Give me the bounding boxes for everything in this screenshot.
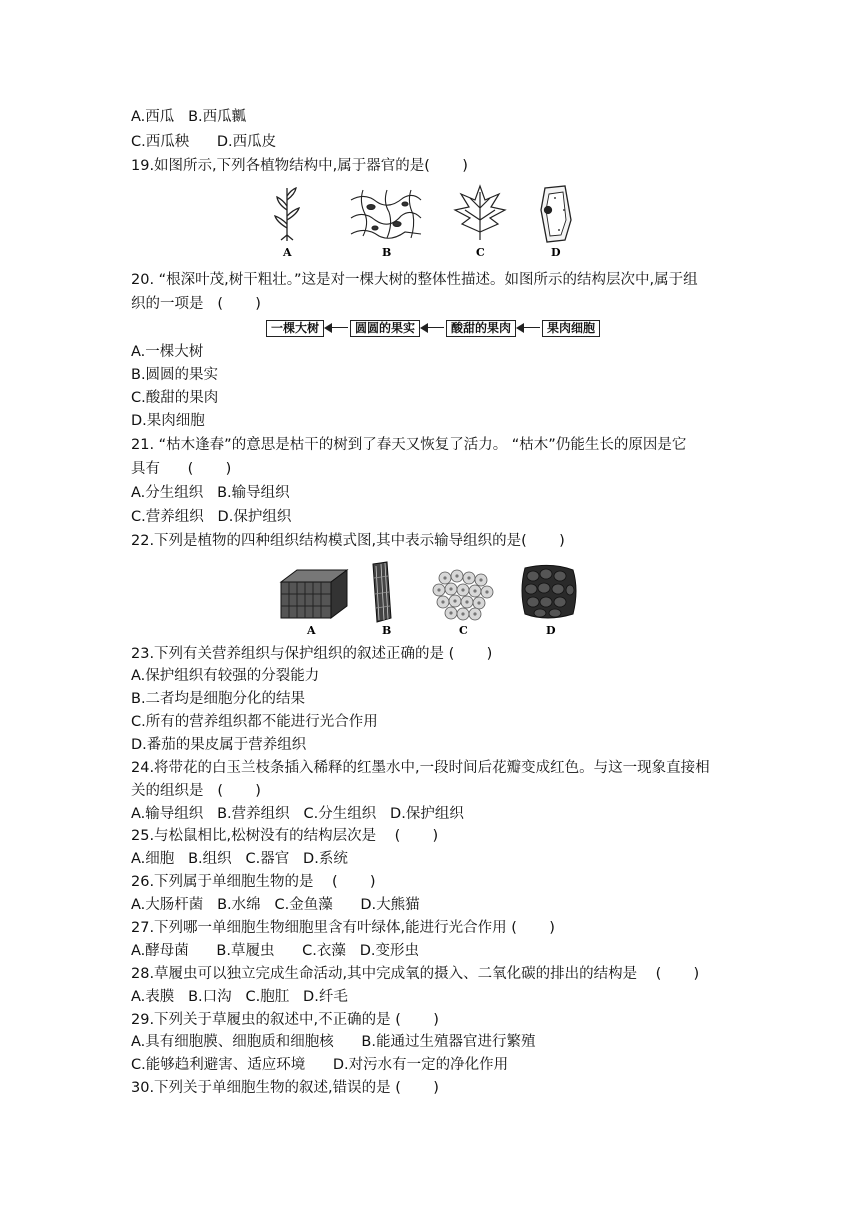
question-28: 28.草履虫可以独立完成生命活动,其中完成氧的摄入、二氧化碳的排出的结构是 ( ) [131, 966, 700, 982]
figure-label: C [459, 624, 468, 637]
figure-label: C [476, 246, 485, 259]
question-26: 26.下列属于单细胞生物的是 ( ) [131, 874, 376, 890]
figure-q20-hierarchy [266, 319, 600, 337]
nutrient-tissue-icon [433, 570, 493, 620]
figure-q19-plant-structures [265, 180, 595, 260]
question-20: 20. “根深叶茂,树干粗壮。”这是对一棵大树的整体性描述。如图所示的结构层次中,属于组 [131, 272, 698, 288]
arrow-left-icon [516, 320, 542, 336]
question-30: 30.下列关于单细胞生物的叙述,错误的是 ( ) [131, 1080, 439, 1096]
text-line: 具有 ( ) [131, 461, 232, 477]
text-line: 织的一项是 ( ) [131, 296, 261, 312]
option: A.细胞 B.组织 C.器官 D.系统 [131, 851, 348, 867]
option: C.营养组织 D.保护组织 [131, 509, 292, 525]
option: C.所有的营养组织都不能进行光合作用 [131, 714, 378, 730]
plant-icon [275, 188, 299, 241]
text-line: 关的组织是 ( ) [131, 783, 261, 799]
figure-q22-tissues [275, 560, 585, 638]
question-21: 21. “枯木逢春”的意思是枯干的树到了春天又恢复了活力。 “枯木”仍能生长的原因是它 [131, 437, 687, 453]
cell-icon [541, 186, 571, 242]
option: A.一棵大树 [131, 344, 204, 360]
figure-label: A [307, 624, 316, 637]
option: D.番茄的果皮属于营养组织 [131, 737, 307, 753]
option: A.分生组织 B.输导组织 [131, 485, 290, 501]
option: C.能够趋利避害、适应环境 D.对污水有一定的净化作用 [131, 1057, 509, 1073]
protective-tissue-icon [281, 570, 347, 618]
option: D.果肉细胞 [131, 413, 205, 429]
flow-box-pulp: 酸甜的果肉 [446, 320, 516, 337]
option: A.大肠杆菌 B.水绵 C.金鱼藻 D.大熊猫 [131, 897, 420, 913]
option: A.酵母菌 B.草履虫 C.衣藻 D.变形虫 [131, 943, 419, 959]
flow-box-pulp-cell: 果肉细胞 [542, 320, 600, 337]
arrow-left-icon [324, 320, 350, 336]
figure-label: D [546, 624, 556, 637]
flow-box-fruit: 圆圆的果实 [350, 320, 420, 337]
question-29: 29.下列关于草履虫的叙述中,不正确的是 ( ) [131, 1012, 439, 1028]
option: A.保护组织有较强的分裂能力 [131, 668, 320, 684]
arrow-left-icon [420, 320, 446, 336]
leaf-icon [455, 186, 505, 240]
option: B.二者均是细胞分化的结果 [131, 691, 306, 707]
option: B.圆圆的果实 [131, 367, 219, 383]
tissue-icon [351, 190, 421, 238]
question-19: 19.如图所示,下列各植物结构中,属于器官的是( ) [131, 158, 468, 174]
question-24: 24.将带花的白玉兰枝条插入稀释的红墨水中,一段时间后花瓣变成红色。与这一现象直接相 [131, 760, 710, 776]
conducting-tissue-icon [373, 562, 391, 622]
question-22: 22.下列是植物的四种组织结构模式图,其中表示输导组织的是( ) [131, 533, 565, 549]
question-27: 27.下列哪一单细胞生物细胞里含有叶绿体,能进行光合作用 ( ) [131, 920, 555, 936]
option: A.具有细胞膜、细胞质和细胞核 B.能通过生殖器官进行繁殖 [131, 1034, 536, 1050]
figure-label: D [551, 246, 561, 259]
flow-box-tree: 一棵大树 [266, 320, 324, 337]
figure-label: B [382, 246, 392, 259]
option: C.酸甜的果肉 [131, 390, 219, 406]
meristematic-tissue-icon [522, 565, 576, 618]
figure-label: A [283, 246, 292, 259]
question-25: 25.与松鼠相比,松树没有的结构层次是 ( ) [131, 828, 439, 844]
option: A.输导组织 B.营养组织 C.分生组织 D.保护组织 [131, 806, 464, 822]
figure-label: B [382, 624, 392, 637]
text-line: A.西瓜 B.西瓜瓤 [131, 109, 247, 125]
text-line: C.西瓜秧 D.西瓜皮 [131, 134, 277, 150]
option: A.表膜 B.口沟 C.胞肛 D.纤毛 [131, 989, 348, 1005]
question-23: 23.下列有关营养组织与保护组织的叙述正确的是 ( ) [131, 646, 493, 662]
